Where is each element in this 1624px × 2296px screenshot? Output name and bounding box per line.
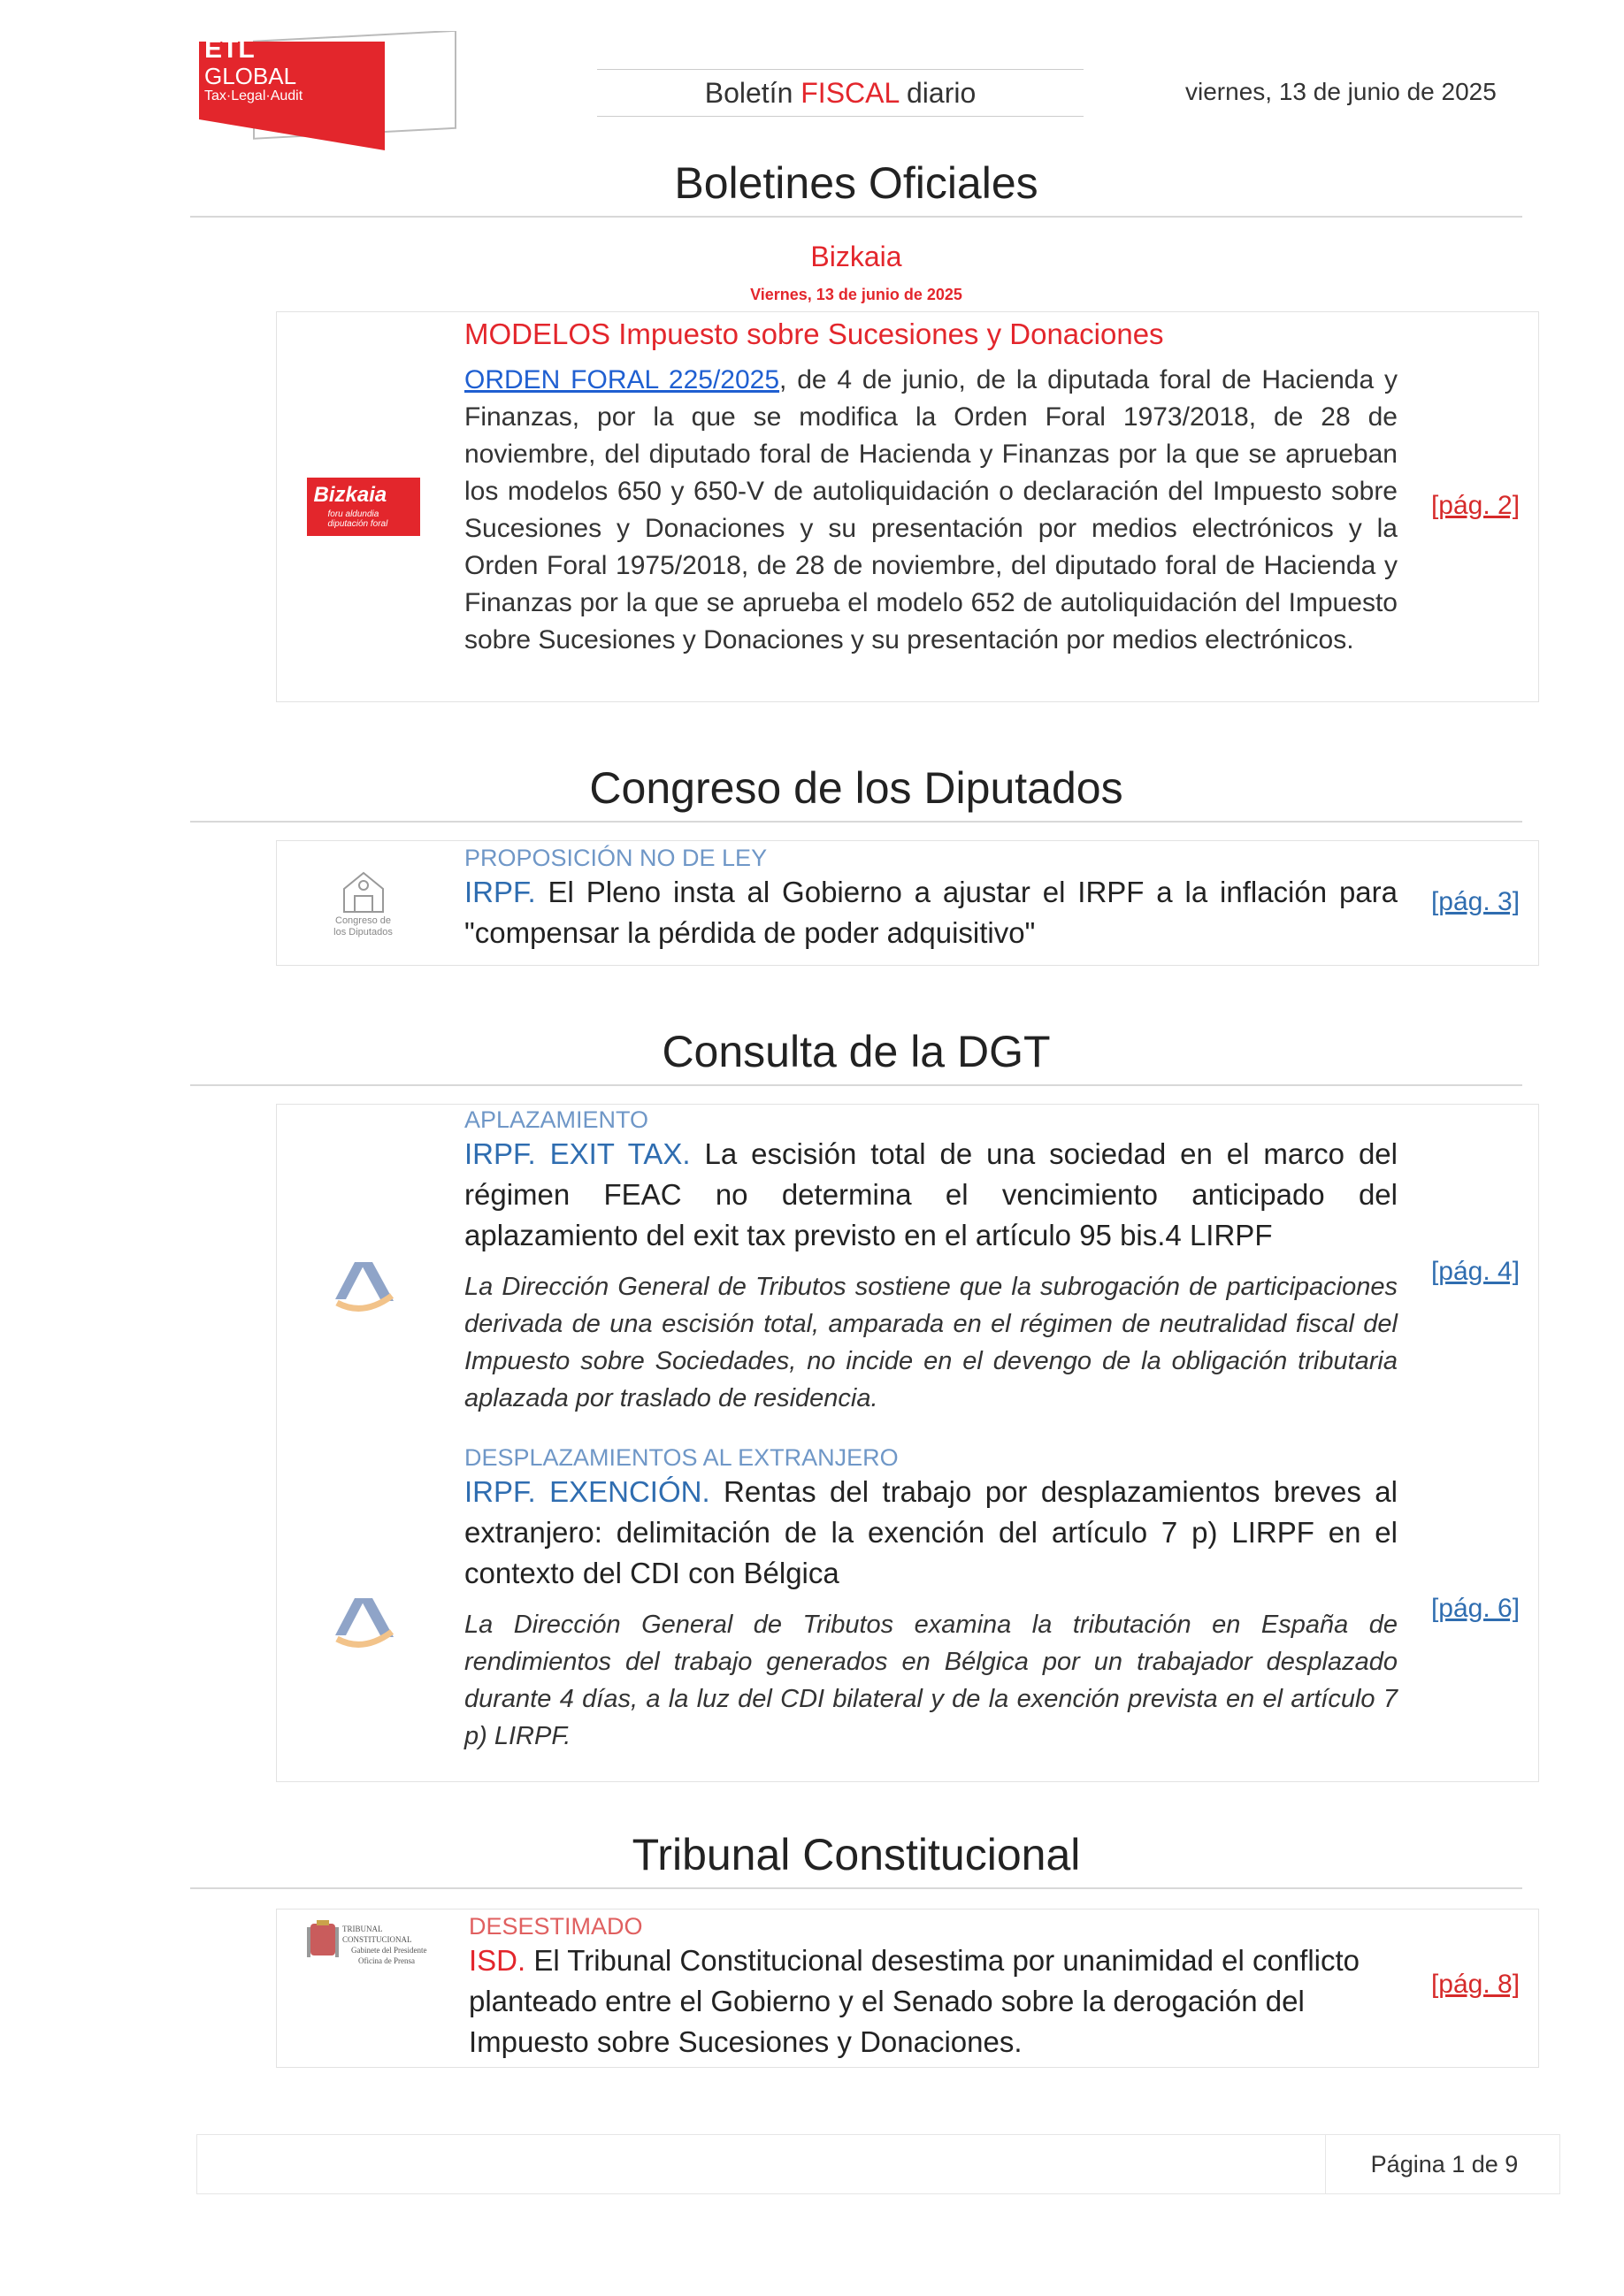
lead-keyword: IRPF. EXENCIÓN. [464,1475,710,1508]
card-category: DESPLAZAMIENTOS AL EXTRANJERO [464,1444,899,1471]
page-link-2[interactable]: [pág. 2] [1430,491,1521,520]
card-body [464,362,1398,659]
lead-keyword: IRPF. [464,876,536,908]
bizkaia-logo-subtext-2: diputación foral [327,519,388,529]
card-category: DESESTIMADO [469,1913,643,1940]
lead-keyword: IRPF. EXIT TAX. [464,1137,691,1170]
header-date: viernes, 13 de junio de 2025 [1185,78,1497,105]
card-lead [469,1940,1402,2063]
card-category: PROPOSICIÓN NO DE LEY [464,845,768,871]
page-footer [196,2134,1560,2194]
logo-line-3: Tax·Legal·Audit [204,88,303,103]
aeat-logo-2 [286,1565,440,1671]
region-date: Viernes, 13 de junio de 2025 [750,286,962,303]
title-part-pre: Boletín [704,77,801,109]
card-summary: La Dirección General de Tributos examina la tributación en España de rendimientos del trabajo generados en Bélgica por un trabajador desplazado durante 4 días, a la luz del CDI bilateral y de la exención prevista en el artículo 7 p) LIRPF. [464,1611,1398,1750]
card-bizkaia [276,311,1539,702]
logo-line-2: GLOBAL [204,63,297,89]
congreso-logo-text-1: Congreso de [335,915,391,926]
card-title: MODELOS Impuesto sobre Sucesiones y Donaciones [464,318,1164,350]
page-link-3[interactable]: [pág. 3] [1430,887,1521,916]
etl-global-logo [199,31,464,155]
lead-text: La escisión total de una sociedad en el marco del régimen FEAC no determina el vencimiento anticipado del aplazamiento del exit tax previsto en el artículo 95 bis.4 LIRPF [464,1137,1398,1251]
section-title-boletines: Boletines Oficiales [190,157,1522,218]
footer-divider [1325,2135,1326,2193]
bizkaia-logo-subtext [328,509,388,529]
tc-logo-text-3: Oficina de Prensa [358,1956,415,1965]
coat-of-arms-icon [305,1918,341,1964]
card-category: APLAZAMIENTO [464,1106,649,1133]
title-part-post: diario [899,77,977,109]
page-link-6[interactable]: [pág. 6] [1430,1594,1521,1623]
section-title-tc: Tribunal Constitucional [190,1829,1522,1889]
tc-logo-text-1: TRIBUNAL CONSTITUCIONAL [342,1925,412,1944]
region-title: Bizkaia [810,241,902,272]
card-body-text: , de 4 de junio, de la diputada foral de Hacienda y Finanzas, por la que se modifica la Orden Foral 1973/2018, de 28 de noviembre, del diputado foral de Hacienda y Finanzas por la que se aprueban los modelos 650 y 650-V de autoliquidación o declaración del Impuesto sobre Sucesiones y Donaciones y su presentación por medios electrónicos y la Orden Foral 1975/2018, de 28 de noviembre, del diputado foral de Hacienda y Finanzas por la que se aprueba el modelo 652 de autoliquidación del Impuesto sobre Sucesiones y Donaciones y su presentación por medios electrónicos. [464,365,1398,654]
card-lead [464,872,1398,953]
congreso-building-icon [337,868,390,915]
title-part-accent: FISCAL [801,77,900,109]
congreso-logo [286,841,440,965]
section-title-dgt: Consulta de la DGT [190,1026,1522,1086]
card-dgt [276,1104,1539,1782]
congreso-logo-text-2: los Diputados [333,927,393,938]
bulletin-title [597,69,1084,117]
bizkaia-logo-subtext-1: foru aldundia [327,509,379,519]
orden-foral-link[interactable]: ORDEN FORAL 225/2025 [464,365,780,394]
page-link-4[interactable]: [pág. 4] [1430,1257,1521,1286]
card-tc [276,1909,1539,2068]
logo-line-1: ETL [204,34,255,64]
bizkaia-logo-text: Bizkaia [313,483,387,507]
lead-text: El Pleno insta al Gobierno a ajustar el IRPF a la inflación para "compensar la pérdida de poder adquisitivo" [464,876,1398,949]
card-congreso [276,840,1539,966]
page-number: Página 1 de 9 [1370,2151,1519,2177]
tc-logo [305,1918,447,1971]
lead-text: El Tribunal Constitucional desestima por unanimidad el conflicto planteado entre el Gobierno y el Senado sobre la derogación del Impuesto sobre Sucesiones y Donaciones. [469,1944,1360,2058]
page-link-8[interactable]: [pág. 8] [1430,1970,1521,1999]
card-lead [464,1472,1398,1594]
aeat-logo-icon [328,1246,399,1317]
tc-logo-text-2: Gabinete del Presidente [351,1946,427,1955]
aeat-logo-1 [286,1228,440,1335]
bizkaia-logo [286,312,440,701]
card-lead [464,1134,1398,1256]
card-summary: La Dirección General de Tributos sostiene que la subrogación de participaciones derivada de una escisión total, amparada en el régimen de neutralidad fiscal del Impuesto sobre Sociedades, no incide en el devengo de la obligación tributaria aplazada por traslado de residencia. [464,1273,1398,1412]
lead-keyword: ISD. [469,1944,526,1977]
section-title-congreso: Congreso de los Diputados [190,762,1522,823]
aeat-logo-icon [328,1582,399,1653]
lead-text: Rentas del trabajo por desplazamientos breves al extranjero: delimitación de la exención del artículo 7 p) LIRPF en el contexto del CDI con Bélgica [464,1475,1398,1589]
